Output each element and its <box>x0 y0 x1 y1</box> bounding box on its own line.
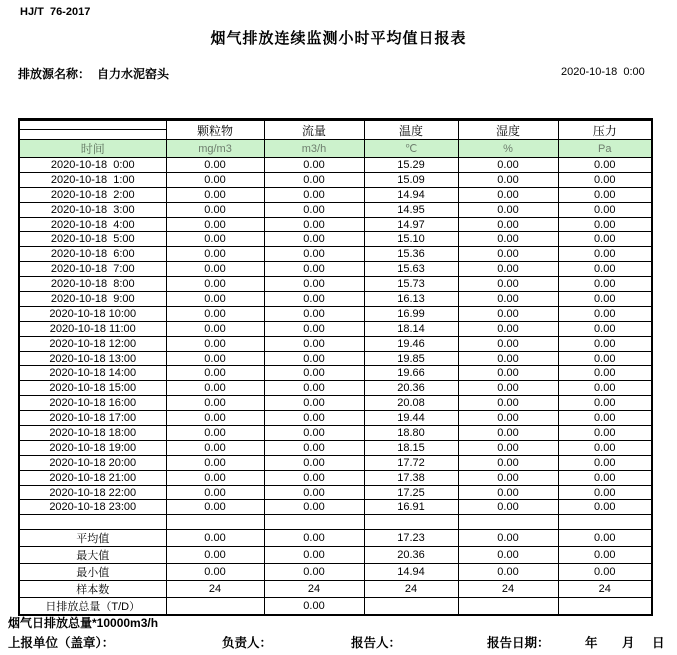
summary-row-label: 最小值 <box>19 564 166 581</box>
hourly-row <box>19 232 652 247</box>
value-cell: 0.00 <box>166 500 264 515</box>
day-label: 日 <box>652 636 665 650</box>
value-cell: 0.00 <box>166 396 264 411</box>
hourly-row-label: 2020-10-18 18:00 <box>19 426 166 441</box>
value-cell: 0.00 <box>558 292 652 307</box>
value-cell: 14.95 <box>364 202 458 217</box>
value-cell: 14.94 <box>364 564 458 581</box>
unit-flow: m3/h <box>264 140 364 158</box>
hourly-row <box>19 455 652 470</box>
value-cell: 0.00 <box>558 336 652 351</box>
value-cell: 0.00 <box>264 426 364 441</box>
value-cell: 0.00 <box>166 381 264 396</box>
value-cell: 20.36 <box>364 381 458 396</box>
value-cell: 0.00 <box>166 202 264 217</box>
month-label: 月 <box>622 636 635 650</box>
hourly-row-label: 2020-10-18 15:00 <box>19 381 166 396</box>
value-cell: 0.00 <box>558 396 652 411</box>
value-cell: 0.00 <box>558 455 652 470</box>
value-cell: 0.00 <box>264 440 364 455</box>
value-cell: 0.00 <box>166 336 264 351</box>
value-cell: 0.00 <box>558 470 652 485</box>
value-cell: 0.00 <box>558 530 652 547</box>
year-label: 年 <box>585 636 598 650</box>
hourly-row-label: 2020-10-18 10:00 <box>19 306 166 321</box>
monitoring-report-table <box>18 118 653 616</box>
value-cell: 15.29 <box>364 158 458 173</box>
value-cell: 0.00 <box>264 564 364 581</box>
column-header-humidity: 湿度 <box>458 120 558 140</box>
empty-cell <box>264 515 364 530</box>
value-cell: 0.00 <box>166 411 264 426</box>
value-cell: 0.00 <box>166 292 264 307</box>
unit-pressure: Pa <box>558 140 652 158</box>
hourly-row-label: 2020-10-18 11:00 <box>19 321 166 336</box>
value-cell: 15.73 <box>364 277 458 292</box>
value-cell: 24 <box>364 581 458 598</box>
value-cell: 0.00 <box>166 306 264 321</box>
value-cell: 14.94 <box>364 187 458 202</box>
hourly-row-label: 2020-10-18 4:00 <box>19 217 166 232</box>
value-cell <box>558 598 652 616</box>
value-cell: 0.00 <box>558 500 652 515</box>
value-cell: 0.00 <box>458 172 558 187</box>
value-cell: 0.00 <box>166 187 264 202</box>
value-cell: 0.00 <box>166 547 264 564</box>
column-header-pressure: 压力 <box>558 120 652 140</box>
value-cell: 0.00 <box>558 187 652 202</box>
value-cell: 0.00 <box>166 262 264 277</box>
value-cell: 0.00 <box>166 426 264 441</box>
value-cell <box>166 598 264 616</box>
hourly-row <box>19 187 652 202</box>
summary-row <box>19 564 652 581</box>
value-cell: 0.00 <box>558 158 652 173</box>
value-cell: 24 <box>166 581 264 598</box>
value-cell: 0.00 <box>264 262 364 277</box>
value-cell: 0.00 <box>558 262 652 277</box>
value-cell: 17.25 <box>364 485 458 500</box>
value-cell: 0.00 <box>264 321 364 336</box>
summary-row <box>19 530 652 547</box>
value-cell: 15.36 <box>364 247 458 262</box>
value-cell: 0.00 <box>458 232 558 247</box>
value-cell: 0.00 <box>458 564 558 581</box>
column-header-temperature: 温度 <box>364 120 458 140</box>
hourly-row-label: 2020-10-18 14:00 <box>19 366 166 381</box>
column-header-particulate: 颗粒物 <box>166 120 264 140</box>
value-cell: 0.00 <box>166 351 264 366</box>
hourly-row-label: 2020-10-18 19:00 <box>19 440 166 455</box>
value-cell: 0.00 <box>558 366 652 381</box>
value-cell: 0.00 <box>166 277 264 292</box>
value-cell: 0.00 <box>458 411 558 426</box>
value-cell: 18.15 <box>364 440 458 455</box>
value-cell: 0.00 <box>458 321 558 336</box>
value-cell: 0.00 <box>458 396 558 411</box>
value-cell: 0.00 <box>458 470 558 485</box>
value-cell: 0.00 <box>166 172 264 187</box>
header-empty-cell-bottom <box>19 130 166 140</box>
value-cell: 0.00 <box>166 485 264 500</box>
hourly-row <box>19 381 652 396</box>
hourly-row-label: 2020-10-18 7:00 <box>19 262 166 277</box>
value-cell: 19.85 <box>364 351 458 366</box>
hourly-row-label: 2020-10-18 5:00 <box>19 232 166 247</box>
value-cell: 24 <box>458 581 558 598</box>
value-cell: 0.00 <box>558 564 652 581</box>
hourly-row <box>19 485 652 500</box>
value-cell: 0.00 <box>458 336 558 351</box>
value-cell: 17.23 <box>364 530 458 547</box>
hourly-row <box>19 440 652 455</box>
hourly-row-label: 2020-10-18 17:00 <box>19 411 166 426</box>
hourly-row-label: 2020-10-18 16:00 <box>19 396 166 411</box>
value-cell: 0.00 <box>264 202 364 217</box>
source-name-value: 自力水泥窑头 <box>97 67 170 81</box>
value-cell: 0.00 <box>458 351 558 366</box>
hourly-row <box>19 500 652 515</box>
hourly-row <box>19 247 652 262</box>
value-cell: 0.00 <box>458 426 558 441</box>
value-cell: 19.44 <box>364 411 458 426</box>
value-cell: 0.00 <box>264 158 364 173</box>
empty-cell <box>19 515 166 530</box>
value-cell: 0.00 <box>264 547 364 564</box>
hourly-row-label: 2020-10-18 2:00 <box>19 187 166 202</box>
value-cell: 0.00 <box>264 292 364 307</box>
hourly-row <box>19 292 652 307</box>
value-cell: 0.00 <box>558 426 652 441</box>
summary-row <box>19 598 652 616</box>
source-name-label: 排放源名称： <box>18 67 91 81</box>
value-cell: 0.00 <box>264 381 364 396</box>
column-header-flow: 流量 <box>264 120 364 140</box>
hourly-row <box>19 426 652 441</box>
value-cell: 20.36 <box>364 547 458 564</box>
value-cell: 0.00 <box>458 366 558 381</box>
page-title: 烟气排放连续监测小时平均值日报表 <box>210 30 467 47</box>
value-cell: 17.72 <box>364 455 458 470</box>
spacer-row <box>19 515 652 530</box>
hourly-row <box>19 366 652 381</box>
value-cell: 0.00 <box>558 381 652 396</box>
value-cell: 16.99 <box>364 306 458 321</box>
hourly-row-label: 2020-10-18 8:00 <box>19 277 166 292</box>
value-cell: 16.91 <box>364 500 458 515</box>
value-cell: 17.38 <box>364 470 458 485</box>
value-cell: 0.00 <box>264 530 364 547</box>
hourly-row <box>19 158 652 173</box>
value-cell: 0.00 <box>558 172 652 187</box>
value-cell: 19.46 <box>364 336 458 351</box>
hourly-row <box>19 351 652 366</box>
empty-cell <box>558 515 652 530</box>
value-cell: 0.00 <box>558 321 652 336</box>
hourly-row-label: 2020-10-18 0:00 <box>19 158 166 173</box>
value-cell: 0.00 <box>166 455 264 470</box>
hourly-row <box>19 277 652 292</box>
value-cell: 0.00 <box>264 232 364 247</box>
hourly-row-label: 2020-10-18 6:00 <box>19 247 166 262</box>
hourly-row <box>19 172 652 187</box>
value-cell: 0.00 <box>264 598 364 616</box>
summary-row-label: 日排放总量（T/D） <box>19 598 166 616</box>
value-cell: 0.00 <box>458 187 558 202</box>
hourly-row-label: 2020-10-18 13:00 <box>19 351 166 366</box>
value-cell: 0.00 <box>458 381 558 396</box>
hourly-row-label: 2020-10-18 1:00 <box>19 172 166 187</box>
value-cell: 0.00 <box>458 247 558 262</box>
value-cell: 0.00 <box>458 158 558 173</box>
value-cell: 19.66 <box>364 366 458 381</box>
empty-cell <box>364 515 458 530</box>
value-cell <box>364 598 458 616</box>
value-cell: 14.97 <box>364 217 458 232</box>
value-cell: 0.00 <box>458 306 558 321</box>
value-cell <box>458 598 558 616</box>
empty-cell <box>458 515 558 530</box>
value-cell: 0.00 <box>558 351 652 366</box>
time-column-header: 时间 <box>19 140 166 158</box>
value-cell: 0.00 <box>558 306 652 321</box>
value-cell: 0.00 <box>264 411 364 426</box>
value-cell: 0.00 <box>458 500 558 515</box>
table-header <box>19 120 652 158</box>
value-cell: 15.63 <box>364 262 458 277</box>
value-cell: 0.00 <box>264 247 364 262</box>
value-cell: 0.00 <box>558 547 652 564</box>
hourly-rows <box>19 158 652 515</box>
value-cell: 0.00 <box>558 440 652 455</box>
value-cell: 0.00 <box>458 262 558 277</box>
value-cell: 0.00 <box>458 485 558 500</box>
value-cell: 24 <box>558 581 652 598</box>
hourly-row <box>19 321 652 336</box>
hourly-row <box>19 336 652 351</box>
value-cell: 16.13 <box>364 292 458 307</box>
value-cell: 0.00 <box>264 485 364 500</box>
value-cell: 0.00 <box>166 232 264 247</box>
value-cell: 0.00 <box>458 455 558 470</box>
value-cell: 0.00 <box>558 217 652 232</box>
summary-row-label: 最大值 <box>19 547 166 564</box>
value-cell: 0.00 <box>458 277 558 292</box>
value-cell: 0.00 <box>558 232 652 247</box>
value-cell: 0.00 <box>558 202 652 217</box>
hourly-row <box>19 306 652 321</box>
hourly-row <box>19 262 652 277</box>
value-cell: 0.00 <box>166 247 264 262</box>
value-cell: 0.00 <box>166 564 264 581</box>
value-cell: 15.09 <box>364 172 458 187</box>
value-cell: 0.00 <box>166 158 264 173</box>
value-cell: 18.80 <box>364 426 458 441</box>
value-cell: 0.00 <box>558 485 652 500</box>
value-cell: 0.00 <box>264 351 364 366</box>
hourly-row <box>19 470 652 485</box>
value-cell: 0.00 <box>458 547 558 564</box>
value-cell: 0.00 <box>166 440 264 455</box>
value-cell: 0.00 <box>166 530 264 547</box>
hourly-row-label: 2020-10-18 12:00 <box>19 336 166 351</box>
value-cell: 0.00 <box>166 366 264 381</box>
hourly-row-label: 2020-10-18 20:00 <box>19 455 166 470</box>
summary-row-label: 样本数 <box>19 581 166 598</box>
value-cell: 0.00 <box>558 277 652 292</box>
empty-cell <box>166 515 264 530</box>
responsible-person-label: 负责人： <box>222 636 273 650</box>
summary-row <box>19 581 652 598</box>
hourly-row <box>19 411 652 426</box>
value-cell: 0.00 <box>264 336 364 351</box>
hourly-row-label: 2020-10-18 21:00 <box>19 470 166 485</box>
value-cell: 0.00 <box>458 202 558 217</box>
value-cell: 20.08 <box>364 396 458 411</box>
value-cell: 0.00 <box>264 396 364 411</box>
reporting-unit-label: 上报单位（盖章）： <box>8 636 115 650</box>
value-cell: 0.00 <box>264 366 364 381</box>
value-cell: 0.00 <box>264 500 364 515</box>
hourly-row <box>19 202 652 217</box>
header-empty-cell-top <box>19 120 166 130</box>
value-cell: 0.00 <box>558 411 652 426</box>
value-cell: 0.00 <box>558 247 652 262</box>
report-date-label: 报告日期： <box>487 636 550 650</box>
summary-rows <box>19 515 652 615</box>
unit-temperature: ℃ <box>364 140 458 158</box>
hourly-row <box>19 217 652 232</box>
hourly-row <box>19 396 652 411</box>
value-cell: 24 <box>264 581 364 598</box>
summary-row <box>19 547 652 564</box>
hourly-row-label: 2020-10-18 23:00 <box>19 500 166 515</box>
value-cell: 0.00 <box>264 187 364 202</box>
hourly-row-label: 2020-10-18 22:00 <box>19 485 166 500</box>
value-cell: 18.14 <box>364 321 458 336</box>
value-cell: 0.00 <box>264 217 364 232</box>
value-cell: 0.00 <box>264 277 364 292</box>
value-cell: 0.00 <box>458 440 558 455</box>
value-cell: 0.00 <box>264 470 364 485</box>
unit-humidity: % <box>458 140 558 158</box>
summary-row-label: 平均值 <box>19 530 166 547</box>
footer-note: 烟气日排放总量*10000m3/h <box>8 616 159 630</box>
value-cell: 15.10 <box>364 232 458 247</box>
value-cell: 0.00 <box>264 455 364 470</box>
value-cell: 0.00 <box>458 217 558 232</box>
header-row-top <box>19 120 652 130</box>
unit-particulate: mg/m3 <box>166 140 264 158</box>
standard-code: HJ/T 76-2017 <box>20 6 91 18</box>
value-cell: 0.00 <box>166 470 264 485</box>
value-cell: 0.00 <box>264 172 364 187</box>
value-cell: 0.00 <box>264 306 364 321</box>
value-cell: 0.00 <box>166 321 264 336</box>
value-cell: 0.00 <box>166 217 264 232</box>
unit-row <box>19 140 652 158</box>
report-datetime: 2020-10-18 0:00 <box>561 66 645 78</box>
value-cell: 0.00 <box>458 530 558 547</box>
reporter-label: 报告人： <box>351 636 402 650</box>
value-cell: 0.00 <box>458 292 558 307</box>
hourly-row-label: 2020-10-18 3:00 <box>19 202 166 217</box>
hourly-row-label: 2020-10-18 9:00 <box>19 292 166 307</box>
